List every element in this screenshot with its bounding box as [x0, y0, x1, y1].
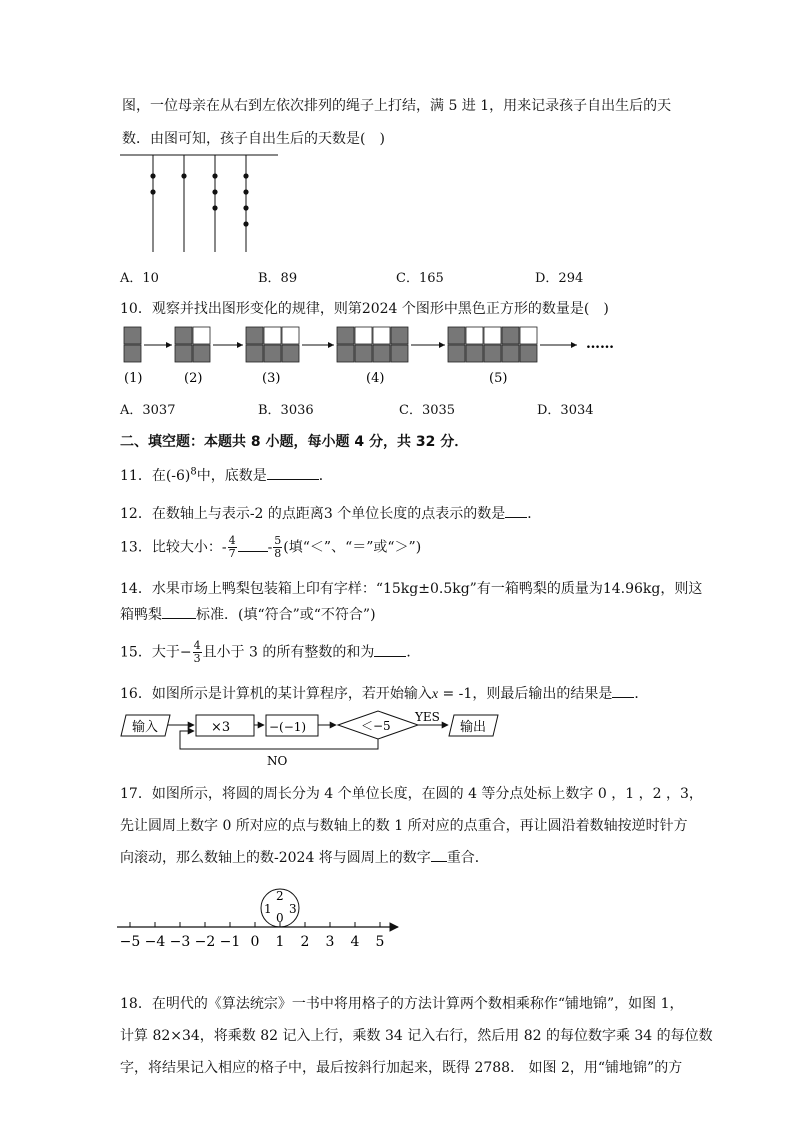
square-pattern-figure	[120, 322, 630, 392]
yes-label: YES	[415, 710, 440, 724]
knot	[150, 189, 155, 194]
frac2-den: 8	[274, 547, 282, 560]
white-square	[282, 327, 299, 344]
circle-label-1: 1	[264, 902, 272, 916]
white-square	[520, 327, 537, 344]
black-square	[355, 345, 372, 362]
axis-tick-label: −2	[194, 934, 216, 950]
fig-label-2: (2)	[184, 371, 203, 386]
multiply-label: ×3	[211, 720, 231, 735]
q17-answer-blank[interactable]	[431, 847, 447, 862]
flowchart-figure	[118, 708, 503, 770]
axis-tick-label: −1	[219, 934, 241, 950]
fig-label-3: (3)	[262, 371, 281, 386]
q12-end: ．	[527, 506, 542, 522]
black-square	[466, 345, 483, 362]
output-label: 输出	[460, 720, 487, 735]
q16-var: x	[431, 687, 439, 702]
q15-end: ．	[406, 644, 421, 661]
white-square	[373, 327, 390, 344]
q14-line2-pre: 箱鸭梨	[120, 607, 162, 623]
q15-frac-num: 4	[193, 639, 201, 652]
q16	[120, 683, 648, 703]
knot	[243, 189, 248, 194]
q10-option-c[interactable]: C．3035	[399, 403, 456, 418]
black-square	[175, 345, 192, 362]
black-square	[502, 345, 519, 362]
black-square	[124, 345, 141, 362]
q18-line3: 字，将结果记入相应的格子中，最后按斜行加起来，既得 2788． 如图 2，用“铺地锦”的方	[120, 1060, 683, 1076]
pattern-arrow-head	[571, 342, 577, 348]
q15	[120, 640, 420, 665]
q9-option-d[interactable]: D．294	[535, 271, 584, 286]
black-square	[264, 345, 281, 362]
black-square	[282, 345, 299, 362]
frac2-sign: -	[267, 539, 273, 556]
circle-label-3: 3	[289, 902, 297, 916]
q11-exponent: 8	[190, 466, 197, 478]
black-square	[391, 345, 408, 362]
black-square	[124, 327, 141, 344]
q14-line2-post: 标准．(填“符合”或“不符合”)	[196, 607, 376, 623]
axis-tick-label: 5	[375, 934, 385, 950]
q13	[120, 535, 421, 560]
black-square	[337, 327, 354, 344]
knot	[212, 189, 217, 194]
frac1-sign: -	[221, 539, 227, 556]
q9-line2: 数．由图可知，孩子自出生后的天数是( )	[122, 131, 385, 147]
q17-line3-pre: 向滚动，那么数轴上的数-2024 将与圆周上的数字	[120, 850, 431, 866]
q10-option-d[interactable]: D．3034	[537, 403, 594, 418]
ellipsis: ……	[586, 336, 614, 352]
axis-tick-label: −4	[144, 934, 166, 950]
axis-tick-label: −3	[169, 934, 191, 950]
white-square	[466, 327, 483, 344]
q9-option-b[interactable]: B．89	[258, 271, 298, 286]
q12-text: 12．在数轴上与表示-2 的点距离3 个单位长度的点表示的数是	[120, 506, 506, 522]
black-square	[502, 327, 519, 344]
q16-end: ．	[634, 686, 649, 702]
white-square	[264, 327, 281, 344]
q14-line2	[120, 604, 376, 624]
black-square	[448, 327, 465, 344]
q11	[120, 465, 333, 485]
pattern-arrow-head	[166, 342, 172, 348]
q10-option-a[interactable]: A．3037	[120, 403, 176, 418]
black-square	[520, 345, 537, 362]
q11-post: 中，底数是	[196, 468, 267, 484]
knot	[243, 205, 248, 210]
q16-text: 16．如图所示是计算机的某计算程序，若开始输入	[120, 686, 432, 702]
frac1-num: 4	[228, 534, 236, 547]
q14-line1: 14．水果市场上鸭梨包装箱上印有字样：“15kg±0.5kg”有一箱鸭梨的质量为14.96kg，则这	[120, 581, 703, 597]
q17-line1: 17．如图所示，将圆的周长分为 4 个单位长度，在圆的 4 等分点处标上数字 0 ，1 ，2 ，3，	[120, 786, 703, 802]
knot	[212, 173, 217, 178]
frac1-den: 7	[228, 547, 236, 560]
q17-line3	[120, 847, 489, 867]
q9-option-c[interactable]: C．165	[396, 271, 444, 286]
knot	[243, 221, 248, 226]
black-square	[246, 345, 263, 362]
fraction-5-8	[273, 535, 282, 560]
q13-post: (填“＜”、“＝”或“＞”)	[283, 539, 422, 556]
number-line-circle-figure	[112, 880, 412, 952]
q15-answer-blank[interactable]	[374, 642, 406, 657]
black-square	[246, 327, 263, 344]
axis-tick-label: 4	[350, 934, 360, 950]
fig-label-4: (4)	[366, 371, 385, 386]
q14-answer-blank[interactable]	[162, 604, 196, 619]
q10-option-b[interactable]: B．3036	[258, 403, 314, 418]
q17-line2: 先让圆周上数字 0 所对应的点与数轴上的数 1 所对应的点重合，再让圆沿着数轴按逆时针方	[120, 818, 688, 834]
q15-pre: 15．大于	[120, 644, 180, 661]
black-square	[373, 345, 390, 362]
section-title: 二、填空题：本题共 8 小题，每小题 4 分，共 32 分．	[120, 434, 469, 450]
axis-tick-label: 3	[325, 934, 335, 950]
q18-line1: 18．在明代的《算法统宗》一书中将用格子的方法计算两个数相乘称作“铺地锦”，如图 1，	[120, 996, 684, 1012]
axis-tick-label: 0	[250, 934, 260, 950]
q13-answer-blank[interactable]	[238, 537, 268, 552]
axis-tick-label: 1	[275, 934, 285, 950]
white-square	[484, 327, 501, 344]
q11-answer-blank[interactable]	[267, 465, 319, 480]
knot	[212, 205, 217, 210]
knotted-ropes-figure	[118, 150, 283, 255]
condition-label: ＜−5	[361, 719, 391, 733]
black-square	[193, 345, 210, 362]
black-square	[448, 345, 465, 362]
no-label: NO	[267, 754, 288, 768]
q16-eq: = -1，则最后输出的结果是	[438, 686, 613, 702]
q10-stem: 10．观察并找出图形变化的规律，则第2024 个图形中黑色正方形的数量是( )	[120, 301, 609, 317]
circle-label-2: 2	[276, 889, 284, 903]
pattern-arrow-head	[237, 342, 243, 348]
pattern-arrow-head	[328, 342, 334, 348]
q11-base: (-6)	[165, 468, 191, 484]
q11-pre: 11．在	[120, 468, 166, 484]
fig-label-5: (5)	[489, 371, 508, 386]
q11-end: ．	[318, 468, 333, 484]
frac2-num: 5	[274, 534, 282, 547]
pattern-arrow-head	[439, 342, 445, 348]
knot	[150, 173, 155, 178]
fig-label-1: (1)	[124, 371, 143, 386]
q15-sign: −	[179, 644, 192, 661]
q12	[120, 503, 541, 523]
fraction-4-3	[193, 640, 202, 665]
q15-frac-den: 3	[193, 652, 201, 665]
fraction-4-7	[228, 535, 237, 560]
black-square	[337, 345, 354, 362]
q16-answer-blank[interactable]	[612, 683, 634, 698]
q9-line1: 图，一位母亲在从右到左依次排列的绳子上打结，满 5 进 1，用来记录孩子自出生后的天	[122, 98, 672, 114]
q17-line3-post: 重合．	[446, 850, 489, 866]
q9-option-a[interactable]: A．10	[120, 271, 159, 286]
knot	[243, 173, 248, 178]
knot	[181, 173, 186, 178]
q12-answer-blank[interactable]	[505, 503, 527, 518]
input-label: 输入	[132, 720, 159, 735]
q13-pre: 13．比较大小：	[120, 539, 222, 556]
axis-tick-label: −5	[119, 934, 141, 950]
axis-tick-label: 2	[300, 934, 310, 950]
white-square	[355, 327, 372, 344]
q18-line2: 计算 82×34，将乘数 82 记入上行，乘数 34 记入右行，然后用 82 的每位数字乘 34 的每位数	[120, 1028, 713, 1044]
white-square	[193, 327, 210, 344]
black-square	[175, 327, 192, 344]
black-square	[484, 345, 501, 362]
subtract-label: −(−1)	[269, 720, 307, 734]
circle-label-0: 0	[276, 911, 284, 925]
q15-mid: 且小于 3 的所有整数的和为	[202, 644, 375, 661]
black-square	[391, 327, 408, 344]
